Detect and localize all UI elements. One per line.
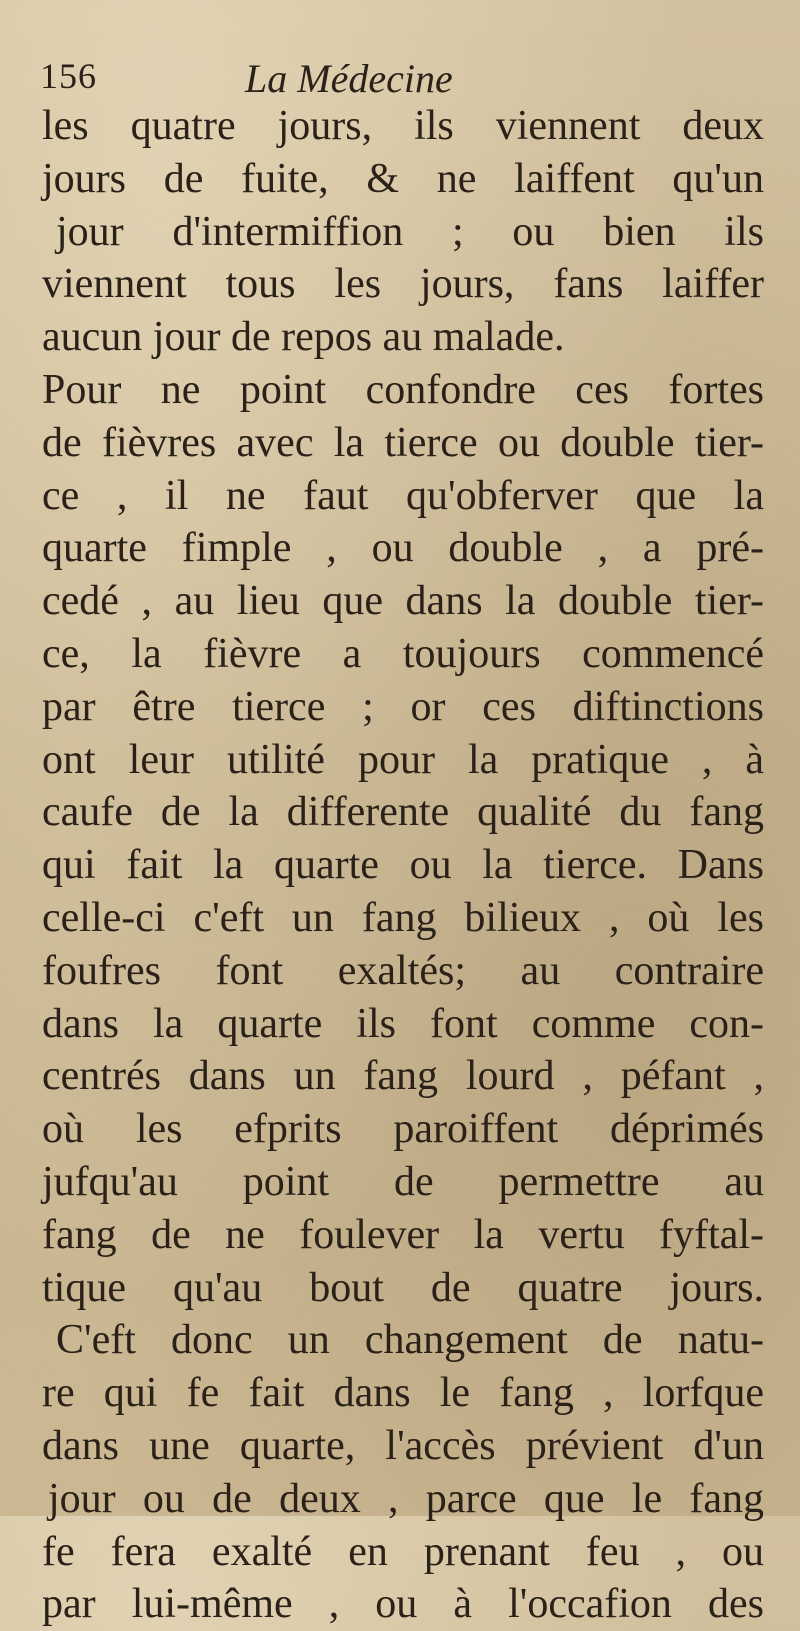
body-text bbox=[42, 100, 764, 1631]
text-line: centrés dans un fang lourd , péfant , bbox=[42, 1053, 764, 1100]
text-line: Pour ne point confondre ces fortes bbox=[42, 366, 764, 413]
text-line: dans une quarte, l'accès prévient d'un bbox=[42, 1422, 764, 1469]
text-line: aucun jour de repos au malade. bbox=[42, 314, 565, 361]
page-number: 156 bbox=[40, 56, 97, 96]
text-line: fe fera exalté en prenant feu , ou bbox=[42, 1528, 764, 1575]
text-line: foufres font exaltés; au contraire bbox=[42, 947, 764, 994]
text-line: par être tierce ; or ces diftinctions bbox=[42, 683, 764, 730]
text-line: tique qu'au bout de quatre jours. bbox=[42, 1264, 764, 1311]
text-line: quarte fimple , ou double , a pré- bbox=[42, 525, 764, 572]
text-line: viennent tous les jours, fans laiffer bbox=[42, 261, 764, 308]
page-header bbox=[40, 55, 740, 105]
text-line: cedé , au lieu que dans la double tier- bbox=[42, 578, 764, 625]
text-line: qui fait la quarte ou la tierce. Dans bbox=[42, 842, 764, 889]
running-title: La Médecine bbox=[245, 56, 453, 101]
text-line: celle-ci c'eft un fang bilieux , où les bbox=[42, 894, 764, 941]
text-line: C'eft donc un changement de natu- bbox=[56, 1317, 764, 1364]
text-line: caufe de la differente qualité du fang bbox=[42, 789, 764, 836]
text-line: ont leur utilité pour la pratique , à bbox=[42, 736, 764, 783]
text-line: jour d'intermiffion ; ou bien ils bbox=[56, 208, 764, 255]
text-line: dans la quarte ils font comme con- bbox=[42, 1000, 764, 1047]
text-line: les quatre jours, ils viennent deux bbox=[42, 103, 764, 149]
text-line: ce, la fièvre a toujours commencé bbox=[42, 630, 764, 677]
text-line: re qui fe fait dans le fang , lorfque bbox=[42, 1370, 764, 1417]
text-line: jufqu'au point de permettre au bbox=[42, 1158, 764, 1205]
text-line: fang de ne foulever la vertu fyftal- bbox=[42, 1211, 764, 1258]
text-line: par lui-même , ou à l'occafion des bbox=[42, 1581, 764, 1628]
text-line: de fièvres avec la tierce ou double tier- bbox=[42, 419, 764, 466]
text-line: jours de fuite, & ne laiffent qu'un bbox=[42, 155, 764, 202]
text-line: où les efprits paroiffent déprimés bbox=[42, 1106, 764, 1153]
text-line: jour ou de deux , parce que le fang bbox=[48, 1475, 764, 1522]
text-line: ce , il ne faut qu'obferver que la bbox=[42, 472, 764, 519]
